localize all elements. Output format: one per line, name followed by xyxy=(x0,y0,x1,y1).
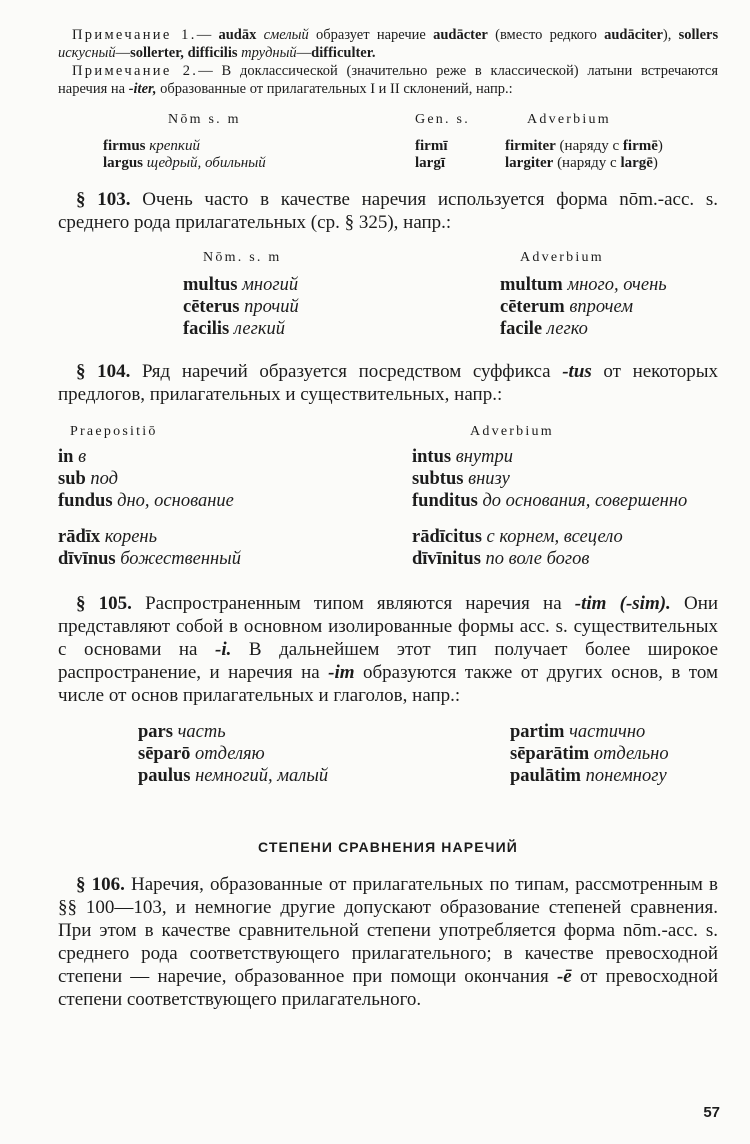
table-row: cēterus прочий cēterum впрочем xyxy=(183,297,634,317)
table-tus-adverbs xyxy=(58,424,718,570)
note-2: Примечание 2.— В доклассической (значительно реже в классической) латыни встречаются наречия на -iter, образованные от прилагательных I и II склонений, напр.: xyxy=(58,63,719,97)
section-106: § 106. Наречия, образованные от прилагательных по типам, рассмотренным в §§ 100—103, и немногие другие допускают образование степеней сравнения. При этом в качестве сравнительной степени употребляется форма nōm.-acc. s. среднего рода соответствующего прилагательного; в качестве превосходной степени — наречие, образованное при помощи окончания -ē от превосходной степени соответствующего прилагательного. xyxy=(58,874,719,1010)
column-header: Praepositiō xyxy=(70,424,158,439)
table-row: paulus немногий, малый paulātim понемногу xyxy=(138,766,667,786)
table-row: rādīx корень rādīcitus с корнем, всецело xyxy=(58,527,623,547)
section-104: § 104. Ряд наречий образуется посредством суффикса -tus от некоторых предлогов, прилагательных и существительных, напр.: xyxy=(58,361,718,405)
table-neuter-adverbs xyxy=(58,250,718,340)
page-number: 57 xyxy=(703,1104,720,1121)
table-row: fundus дно, основание funditus до основания, совершенно xyxy=(58,491,688,511)
note-1: Примечание 1.— audāx смелый образует наречие audācter (вместо редкого audāciter), sollers искусный—sollerter, difficilis трудный—difficulter. xyxy=(58,27,719,61)
section-105: § 105. Распространенным типом являются наречия на -tim (-sim). Они представляют собой в основном изолированные формы acc. s. существительных с основами на -i. В дальнейшем этот тип получает более широкое распространение, и наречия на -im образуются также от других основ, в том числе от основ прилагательных и глаголов, напр.: xyxy=(58,593,719,706)
table-row: in в intus внутри xyxy=(58,447,513,467)
column-header: Adverbium xyxy=(527,112,611,127)
note-2-label: Примечание 2. xyxy=(72,63,199,79)
column-header: Nōm s. m xyxy=(168,112,241,127)
book-page xyxy=(58,0,718,1144)
table-iter-adverbs xyxy=(58,112,718,172)
column-header: Nōm. s. m xyxy=(203,250,282,265)
table-row: multus многий multum много, очень xyxy=(183,275,667,295)
table-tim-adverbs xyxy=(58,721,718,787)
column-header: Adverbium xyxy=(520,250,604,265)
table-row: pars часть partim частично xyxy=(138,722,646,742)
column-header: Adverbium xyxy=(470,424,554,439)
table-row: sub под subtus внизу xyxy=(58,469,510,489)
section-103: § 103. Очень часто в качестве наречия используется форма nōm.-acc. s. среднего рода прилагательных (ср. § 325), напр.: xyxy=(58,189,719,233)
column-header: Gen. s. xyxy=(415,112,470,127)
table-row: largus щедрый, обильный largī largiter (наряду с largē) xyxy=(103,155,658,171)
table-row: firmus крепкий firmī firmiter (наряду с firmē) xyxy=(103,138,663,154)
note-1-label: Примечание 1. xyxy=(72,27,197,43)
section-heading: СТЕПЕНИ СРАВНЕНИЯ НАРЕЧИЙ xyxy=(258,839,518,855)
table-row: sēparō отделяю sēparātim отдельно xyxy=(138,744,669,764)
table-row: facilis легкий facile легко xyxy=(183,319,588,339)
table-row: dīvīnus божественный dīvīnitus по воле богов xyxy=(58,549,590,569)
